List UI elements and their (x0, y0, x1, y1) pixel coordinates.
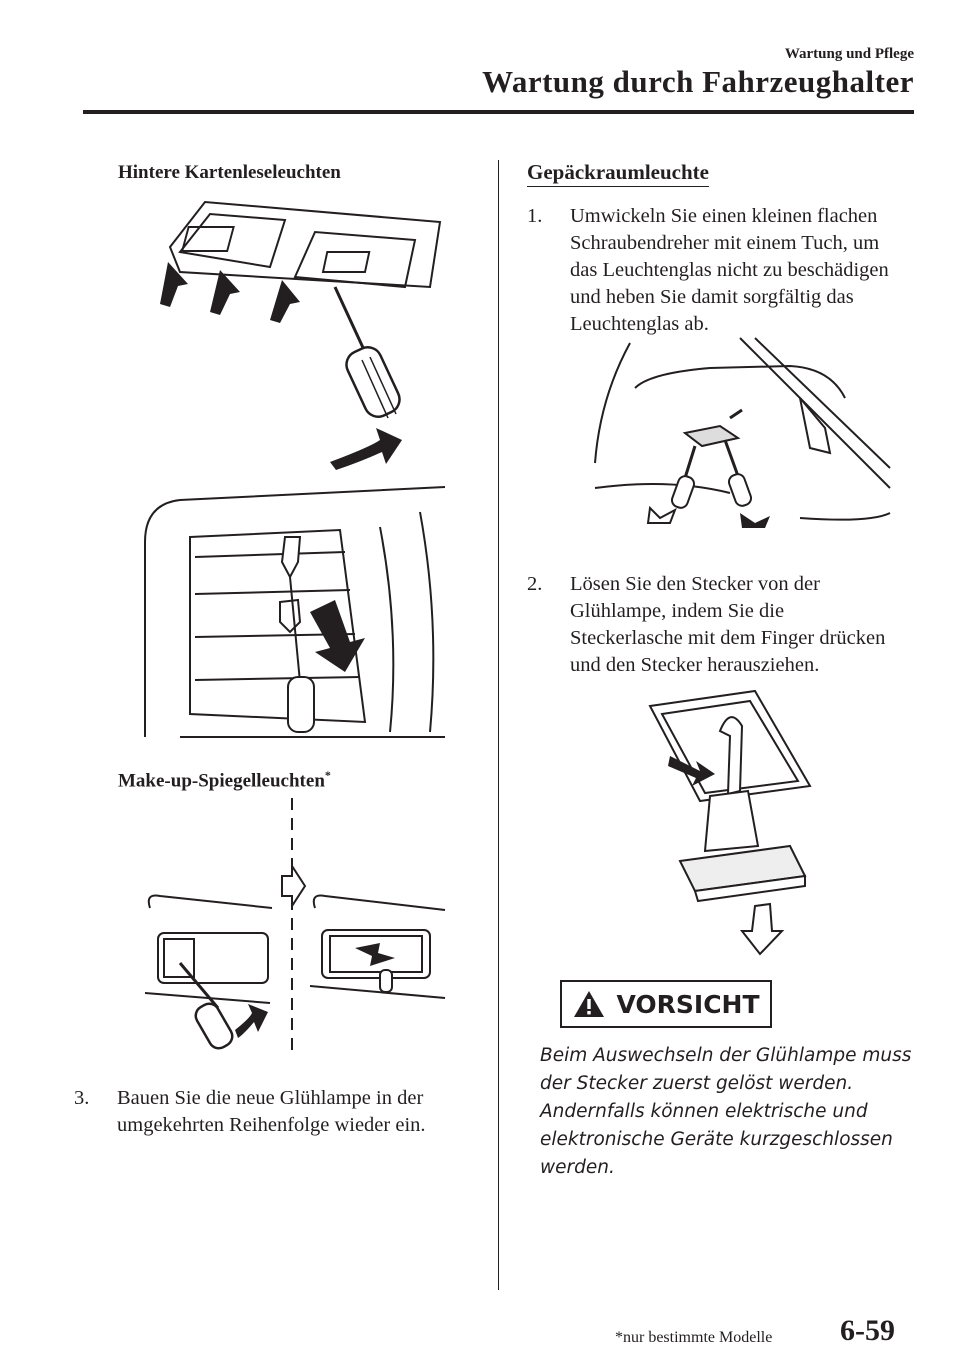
footnote: *nur bestimmte Modelle (615, 1329, 773, 1346)
pull-down-arrow-icon (742, 904, 782, 954)
map-light-lens-illustration (150, 192, 450, 477)
subheading-rear-map-lights: Hintere Kartenleseleuchten (118, 162, 341, 183)
section-title: Wartung durch Fahrzeughalter (482, 64, 914, 99)
warning-label: VORSICHT (616, 989, 760, 1019)
pry-arrow-icon (235, 1004, 268, 1038)
step-1: 1. Umwickeln Sie einen kleinen flachen Schraubendreher mit einem Tuch, um das Leuchtenglas nicht zu beschädigen und heben Sie damit sorgfältig das Leuchtenglas ab. (527, 205, 889, 335)
step-2: 2. Lösen Sie den Stecker von der Glühlampe, indem Sie die Steckerlasche mit dem Finger drücken und den Stecker herausziehen. (527, 573, 886, 676)
warning-label-box (560, 980, 772, 1028)
vanity-light-illustration (140, 798, 450, 1058)
trunk-light-connector-illustration (640, 686, 820, 956)
warning-triangle-icon (572, 989, 606, 1019)
heading-trunk-light: Gepäckraumleuchte (527, 160, 709, 187)
map-light-bulb-illustration (140, 482, 450, 747)
next-step-arrow-icon (282, 866, 305, 906)
column-divider (498, 160, 499, 1290)
page-number: 6-59 (840, 1314, 895, 1347)
chapter-title: Wartung und Pflege (784, 46, 914, 62)
rotate-arrow-icon (330, 428, 402, 470)
subheading-vanity-mirror-lights: Make-up-Spiegelleuchten* (118, 768, 331, 792)
step-3: 3. Bauen Sie die neue Glühlampe in der umgekehrten Reihenfolge wieder ein. (74, 1087, 426, 1136)
header-rule (83, 110, 914, 114)
trunk-light-lens-illustration (590, 338, 890, 538)
warning-text: Beim Auswechseln der Glühlampe muss der Stecker zuerst gelöst werden. Andernfalls können elektrische und elektronische Geräte kurzgeschlossen werden. (540, 1045, 912, 1178)
screwdriver-icon (335, 287, 404, 421)
